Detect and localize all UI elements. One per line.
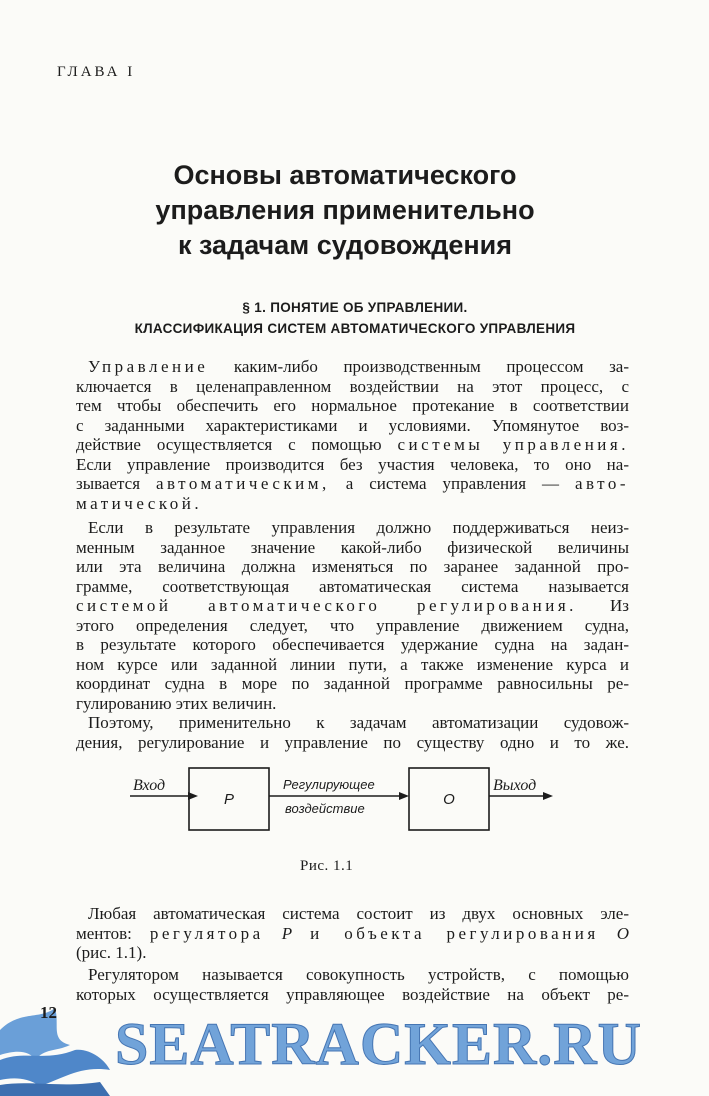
- text-line: матической.: [76, 493, 203, 513]
- chapter-title-line: Основы автоматического: [173, 160, 517, 190]
- input-label: Вход: [133, 777, 166, 794]
- text-line: Управление каким-либо производственным процессом за-: [88, 357, 629, 376]
- output-arrowhead: [543, 792, 553, 800]
- text-line: с заданными характеристиками и условиями. Упомянутое воз-: [76, 415, 629, 435]
- chapter-title: [80, 158, 610, 263]
- block-diagram: [125, 763, 565, 843]
- text-line: тем чтобы обеспечить его нормальное протекание в соответствии: [76, 396, 629, 415]
- output-label: Выход: [493, 777, 537, 794]
- paragraph-3: [76, 713, 629, 752]
- section-heading: [60, 297, 650, 339]
- text-line: Регулятором называется совокупность устройств, с помощью: [88, 965, 629, 984]
- figure-caption: Рис. 1.1: [300, 858, 354, 874]
- object-label: О: [443, 791, 455, 808]
- regulator-label: Р: [223, 791, 235, 808]
- text-line: ключается в целенаправленном воздействии на этот процесс, с: [76, 376, 629, 396]
- text-line: ном курсе или заданной линии пути, а также изменение курса и: [76, 654, 629, 674]
- text-line: Если в результате управления должно поддерживаться неиз-: [88, 518, 629, 537]
- text-line: в результате которого обеспечивается удержание судна на задан-: [76, 635, 629, 654]
- text-line: зывается автоматическим, а система управления — авто-: [76, 474, 629, 493]
- text-line: координат судна в море по заданной программе равносильны ре-: [76, 674, 629, 693]
- signal-label-bottom: воздействие: [285, 801, 365, 816]
- page-number: 12: [40, 1003, 57, 1022]
- text-line: гулированию этих величин.: [76, 693, 277, 713]
- text-line: грамме, соответствующая автоматическая система называется: [76, 576, 629, 596]
- text-line: менным заданное значение какой-либо физической величины: [76, 537, 629, 557]
- paragraph-4: [76, 904, 629, 963]
- signal-label-top: Регулирующее: [283, 777, 375, 792]
- text-line: Поэтому, применительно к задачам автоматизации судовож-: [88, 713, 629, 732]
- text-line: системой автоматического регулирования. Из: [76, 596, 629, 615]
- section-heading-line: § 1. ПОНЯТИЕ ОБ УПРАВЛЕНИИ.: [242, 300, 468, 315]
- text-line: этого определения следует, что управление движением судна,: [76, 615, 629, 635]
- text-line: действие осуществляется с помощью системы управления.: [76, 435, 629, 454]
- text-line: или эта величина должна изменяться по заранее заданной про-: [76, 557, 629, 576]
- text-line: дения, регулирование и управление по существу одно и то же.: [76, 732, 629, 752]
- control-signal-arrowhead: [399, 792, 409, 800]
- chapter-title-line: управления применительно: [155, 195, 535, 225]
- chapter-heading: ГЛАВА I: [57, 64, 136, 80]
- watermark-text: SEATRACKER.RU: [115, 1011, 642, 1077]
- section-heading-line: КЛАССИФИКАЦИЯ СИСТЕМ АВТОМАТИЧЕСКОГО УПРАВЛЕНИЯ: [134, 321, 576, 336]
- text-line: (рис. 1.1).: [76, 943, 147, 962]
- text-line: Любая автоматическая система состоит из двух основных эле-: [88, 904, 629, 923]
- chapter-title-line: к задачам судовождения: [177, 230, 513, 260]
- text-line: Если управление производится без участия человека, то оно на-: [76, 454, 629, 474]
- text-line: ментов: регулятора Р и объекта регулирования О: [76, 923, 630, 943]
- paragraph-1: [76, 357, 629, 513]
- text-line: которых осуществляется управляющее воздействие на объект ре-: [76, 984, 629, 1004]
- paragraph-2: [76, 518, 629, 713]
